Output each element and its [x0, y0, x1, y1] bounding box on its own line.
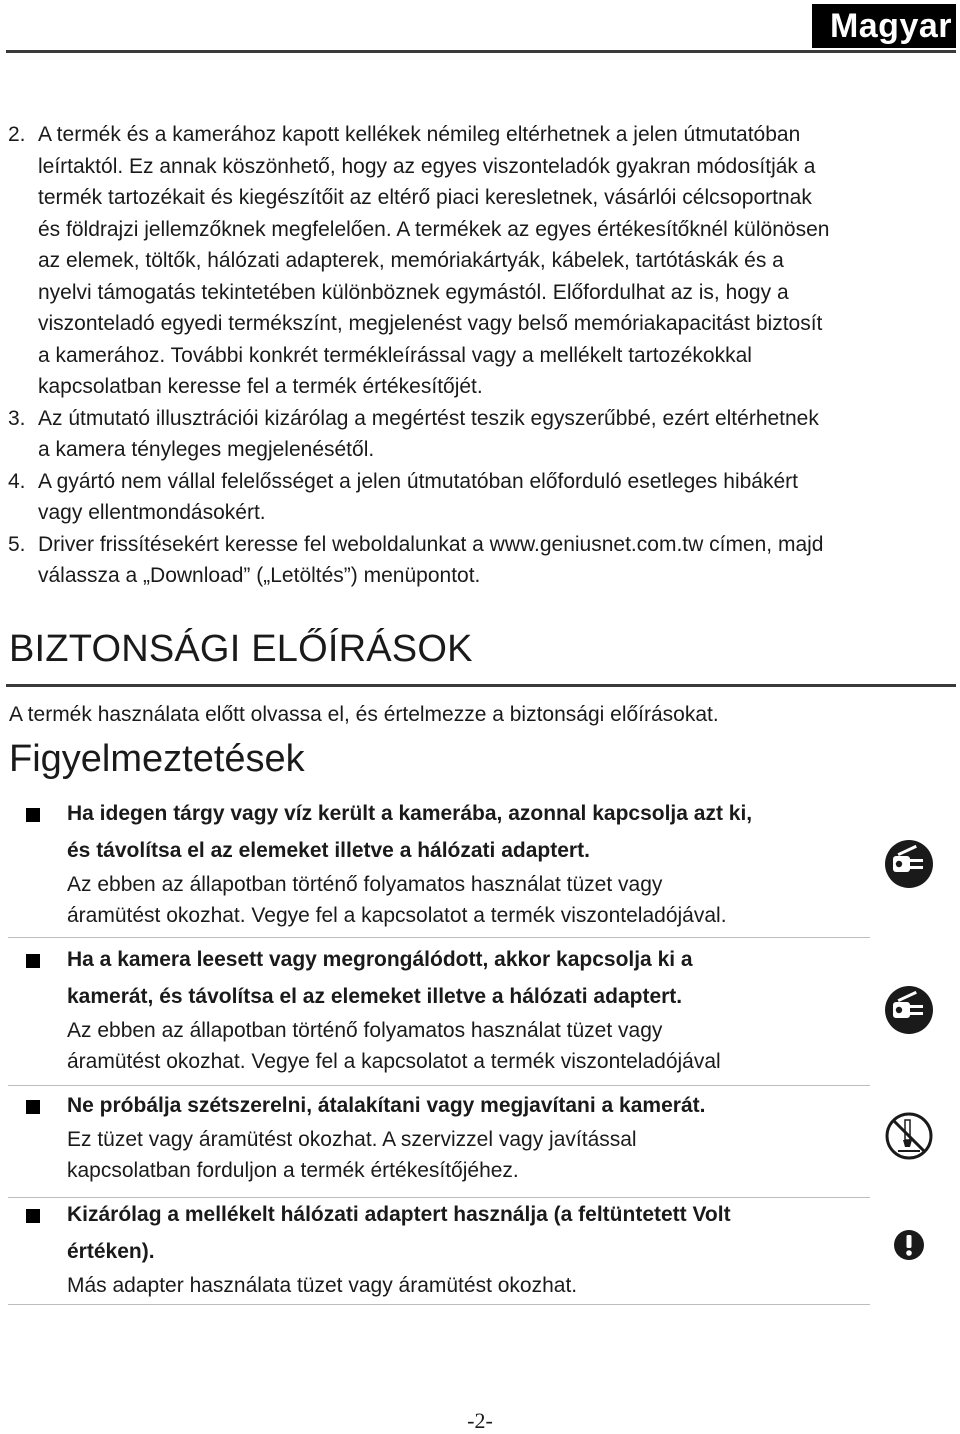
text-line: Az útmutató illusztrációi kizárólag a megértést teszik egyszerűbbé, ezért eltérhetnek: [38, 406, 819, 430]
text-line: a kamera tényleges megjelenésétől.: [38, 438, 375, 461]
square-bullet-icon: [26, 1209, 40, 1223]
numbered-list: [0, 119, 960, 592]
list-item: [0, 466, 958, 529]
item-number: 5.: [8, 532, 26, 556]
item-number: 3.: [8, 406, 26, 430]
safety-intro: A termék használata előtt olvassa el, és értelmezze a biztonsági előírásokat.: [9, 703, 719, 726]
divider: [8, 937, 870, 938]
header-divider: [6, 50, 956, 53]
text-line: vagy ellentmondásokért.: [38, 501, 266, 524]
square-bullet-icon: [26, 954, 40, 968]
list-item: [0, 403, 958, 466]
page-number: -2-: [467, 1408, 493, 1433]
warning-text-line: Ez tüzet vagy áramütést okozhat. A szervizzel vagy javítással: [67, 1128, 637, 1151]
square-bullet-icon: [26, 808, 40, 822]
text-line: válassza a „Download” („Letöltés”) menüpontot.: [38, 564, 481, 587]
warning-title-line: értéken).: [67, 1240, 155, 1263]
warning-text-line: Az ebben az állapotban történő folyamatos használat tüzet vagy: [67, 1019, 663, 1042]
item-number: 4.: [8, 469, 26, 493]
text-line: leírtaktól. Ez annak köszönhető, hogy az egyes viszonteladók gyakran módosítják a: [38, 154, 816, 178]
text-line: A termék és a kamerához kapott kellékek némileg eltérhetnek a jelen útmutatóban: [38, 123, 801, 146]
item-number: 2.: [8, 123, 26, 146]
warning-title-line: Ha a kamera leesett vagy megrongálódott, akkor kapcsolja ki a: [67, 948, 693, 971]
no-disassemble-icon: [884, 1111, 934, 1161]
warning-title-line: Ne próbálja szétszerelni, átalakítani vagy megjavítani a kamerát.: [67, 1094, 706, 1117]
text-line: viszonteladó egyedi termékszínt, megjelenést vagy belső memóriakapacitást biztosít: [38, 312, 823, 335]
warning-title-line: Ha idegen tárgy vagy víz került a kamerába, azonnal kapcsolja azt ki,: [67, 802, 753, 825]
warning-text-line: áramütést okozhat. Vegye fel a kapcsolatot a termék viszonteladójával.: [67, 904, 727, 927]
text-line: és földrajzi jellemzőknek megfelelően. A termékek az egyes értékesítőknél különösen: [38, 217, 830, 241]
text-line: termék tartozékait és kiegészítőit az eltérő piaci keresletnek, vásárlói célcsoportnak: [38, 186, 812, 209]
language-badge: Magyar: [812, 4, 956, 48]
text-line: A gyártó nem vállal felelősséget a jelen útmutatóban előforduló esetleges hibákért: [38, 469, 798, 493]
list-item: [0, 529, 958, 592]
text-line: az elemek, töltők, hálózati adapterek, memóriakártyák, kábelek, tartótáskák és a: [38, 249, 784, 272]
warning-text-line: Más adapter használata tüzet vagy áramütést okozhat.: [67, 1274, 578, 1297]
warnings-heading: Figyelmeztetések: [9, 738, 305, 780]
unplug-icon: [884, 985, 934, 1035]
text-line: kapcsolatban keresse fel a termék értékesítőjét.: [38, 375, 483, 398]
exclamation-icon: [893, 1229, 925, 1261]
warning-text-line: áramütést okozhat. Vegye fel a kapcsolatot a termék viszonteladójával: [67, 1050, 721, 1073]
text-line: nyelvi támogatás tekintetében különböznek egymástól. Előfordulhat az is, hogy a: [38, 280, 789, 304]
text-line: a kamerához. További konkrét termékleírással vagy a mellékelt tartozékokkal: [38, 343, 752, 367]
warning-title-line: és távolítsa el az elemeket illetve a hálózati adaptert.: [67, 839, 590, 862]
divider: [8, 1085, 870, 1086]
divider: [8, 1304, 870, 1305]
square-bullet-icon: [26, 1100, 40, 1114]
text-line: Driver frissítésekért keresse fel weboldalunkat a www.geniusnet.com.tw címen, majd: [38, 532, 824, 556]
warning-title-line: Kizárólag a mellékelt hálózati adaptert használja (a feltüntetett Volt: [67, 1203, 731, 1226]
section-divider: [6, 684, 956, 687]
unplug-icon: [884, 839, 934, 889]
safety-heading: BIZTONSÁGI ELŐÍRÁSOK: [9, 628, 473, 670]
list-item: [0, 119, 958, 403]
warning-text-line: Az ebben az állapotban történő folyamatos használat tüzet vagy: [67, 873, 663, 896]
warning-text-line: kapcsolatban forduljon a termék értékesítőjéhez.: [67, 1159, 519, 1182]
warning-title-line: kamerát, és távolítsa el az elemeket illetve a hálózati adaptert.: [67, 985, 683, 1008]
